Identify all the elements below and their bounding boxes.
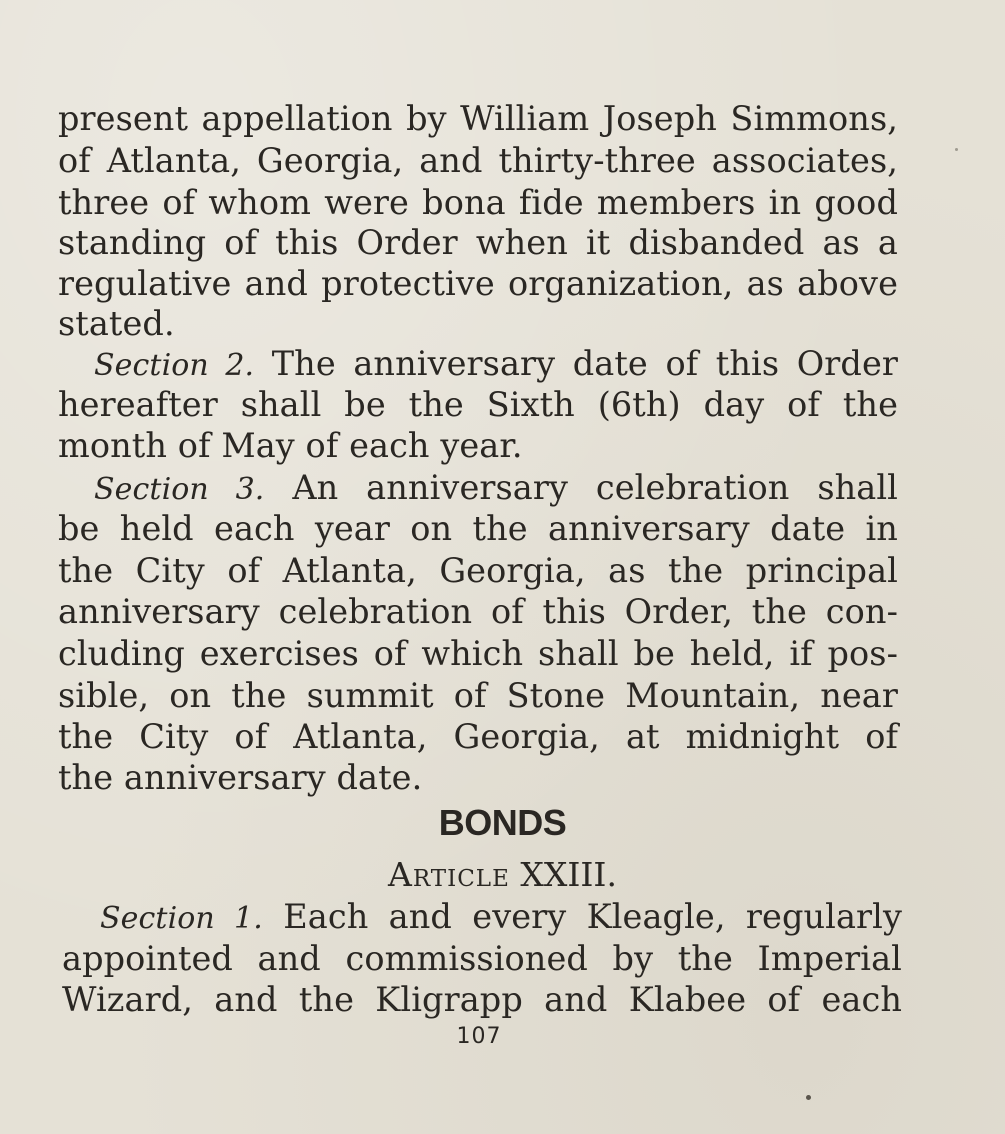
ink-speck <box>955 148 958 151</box>
section-label: Section 3. <box>94 472 265 507</box>
section-text: The anniversary date of this Order <box>271 344 898 383</box>
text-line: standing of this Order when it disbanded as a <box>58 223 898 262</box>
article-title <box>0 852 1005 898</box>
article-word: Article <box>388 855 510 894</box>
section-text: Each and every Kleagle, regularly <box>283 897 903 936</box>
text-line: month of May of each year. <box>58 426 523 465</box>
section-text: An anniversary celebration shall <box>292 468 898 507</box>
section-heading: BONDS <box>438 802 567 843</box>
text-line: Wizard, and the Kligrapp and Klabee of each <box>62 980 902 1019</box>
page-number: 107 <box>456 1024 502 1049</box>
text-line: appointed and commissioned by the Imperial <box>62 939 902 978</box>
text-line: anniversary celebration of this Order, the con- <box>58 592 898 631</box>
text-line: the City of Atlanta, Georgia, as the principal <box>58 551 898 590</box>
article-section-1-first-line <box>100 896 902 938</box>
text-line: three of whom were bona fide members in good <box>58 183 898 222</box>
text-line: the City of Atlanta, Georgia, at midnight of <box>58 717 898 756</box>
text-line: be held each year on the anniversary date in <box>58 509 898 548</box>
section-label: Section 2. <box>94 348 255 383</box>
text-line: present appellation by William Joseph Simmons, <box>58 99 898 138</box>
section-3-first-line <box>94 467 898 509</box>
text-line: regulative and protective organization, as above <box>58 264 898 303</box>
text-line: stated. <box>58 304 175 343</box>
section-2-first-line <box>94 343 898 385</box>
ink-speck <box>806 1095 811 1100</box>
text-line: of Atlanta, Georgia, and thirty-three associates, <box>58 141 898 180</box>
article-number: XXIII. <box>520 855 617 894</box>
text-line: the anniversary date. <box>58 758 423 797</box>
text-line: cluding exercises of which shall be held, if pos- <box>58 634 898 673</box>
text-line: hereafter shall be the Sixth (6th) day of the <box>58 385 898 424</box>
text-line: sible, on the summit of Stone Mountain, near <box>58 676 898 715</box>
section-label: Section 1. <box>100 901 263 936</box>
